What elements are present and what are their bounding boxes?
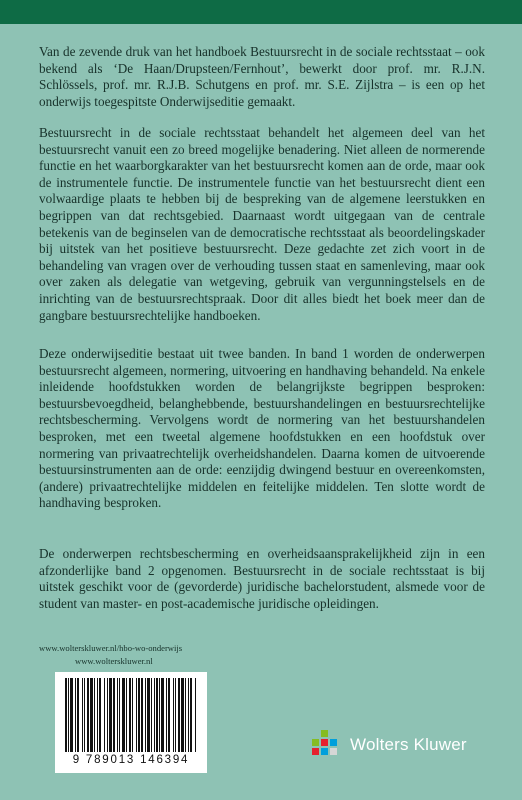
barcode	[55, 672, 207, 773]
publisher-urls	[39, 642, 182, 667]
top-color-band	[0, 0, 522, 24]
url-wolterskluwer[interactable]: www.wolterskluwer.nl	[75, 655, 153, 666]
volume1-paragraph: Deze onderwijseditie bestaat uit twee banden. In band 1 worden de onderwerpen bestuursrecht algemeen, normering, uitvoering en handhaving behandeld. Na enkele inleidende hoofdstukken worden de belangrijkste begrippen besproken: bestuursbevoegdheid, belanghebbende, bestuurshandelingen en bestuursrechtelijke rechtsbescherming. Vervolgens wordt de normering van het bestuurshandelen besproken, met een tweetal algemene hoofdstukken en een hoofdstuk over normering van privaatrechtelijk overheidshandelen. Daarna komen de uitvoerende bestuursinstrumenten aan de orde: eenzijdig dwingend bestuur en overeenkomsten, (andere) privaatrechtelijke middelen en feitelijke middelen. Ten slotte wordt de handhaving besproken.	[39, 346, 485, 511]
url-hbo-wo-onderwijs[interactable]: www.wolterskluwer.nl/hbo-wo-onderwijs	[39, 643, 183, 653]
wolters-kluwer-logo-icon	[312, 730, 342, 760]
barcode-bars	[63, 678, 199, 754]
publisher-logo	[312, 730, 467, 760]
intro-paragraph: Van de zevende druk van het handboek Bestuursrecht in de sociale rechtsstaat – ook bekend als ‘De Haan/Drupsteen/Fernhout’, bewerkt door prof. mr. R.J.N. Schlössels, prof. mr. R.J.B. Schutgens en prof. mr. S.E. Zijlstra – is een op het onderwijs toegespitste Onderwijseditie gemaakt.	[39, 44, 485, 109]
publisher-name: Wolters Kluwer	[350, 735, 467, 754]
volume2-paragraph: De onderwerpen rechtsbescherming en overheidsaansprakelijkheid zijn in een afzonderlijke band 2 opgenomen. Bestuursrecht in de sociale rechtsstaat is bij uitstek geschikt voor de (gevorderde) juridische bachelorstudent, alsmede voor de student van master- en post-academische juridische opleidingen.	[39, 546, 485, 611]
isbn-number: 9 789013 146394	[72, 754, 190, 766]
description-paragraph: Bestuursrecht in de sociale rechtsstaat behandelt het algemeen deel van het bestuursrecht vanuit een zo breed mogelijke benadering. Niet alleen de normerende functie en het waarborgkarakter van het bestuursrecht komen aan de orde, maar ook de instrumentele functie. De instrumentele functie van het bestuursrecht dient een volwaardige plaats te hebben bij de bespreking van de algemene leerstukken en begrippen van dat rechtsgebied. Daarnaast wordt uitgegaan van de centrale betekenis van de beginselen van de democratische rechtsstaat als beoordelingskader bij uitstek van het positieve bestuursrecht. Deze gedachte zet zich voort in de behandeling van vragen over de verhouding tussen staat en samenleving, maar ook over zaken als delegatie van wetgeving, gebruik van vergunningstelsels en de inrichting van de bestuursrechtspraak. Door dit alles biedt het boek meer dan de gangbare bestuursrechtelijke handboeken.	[39, 125, 485, 323]
